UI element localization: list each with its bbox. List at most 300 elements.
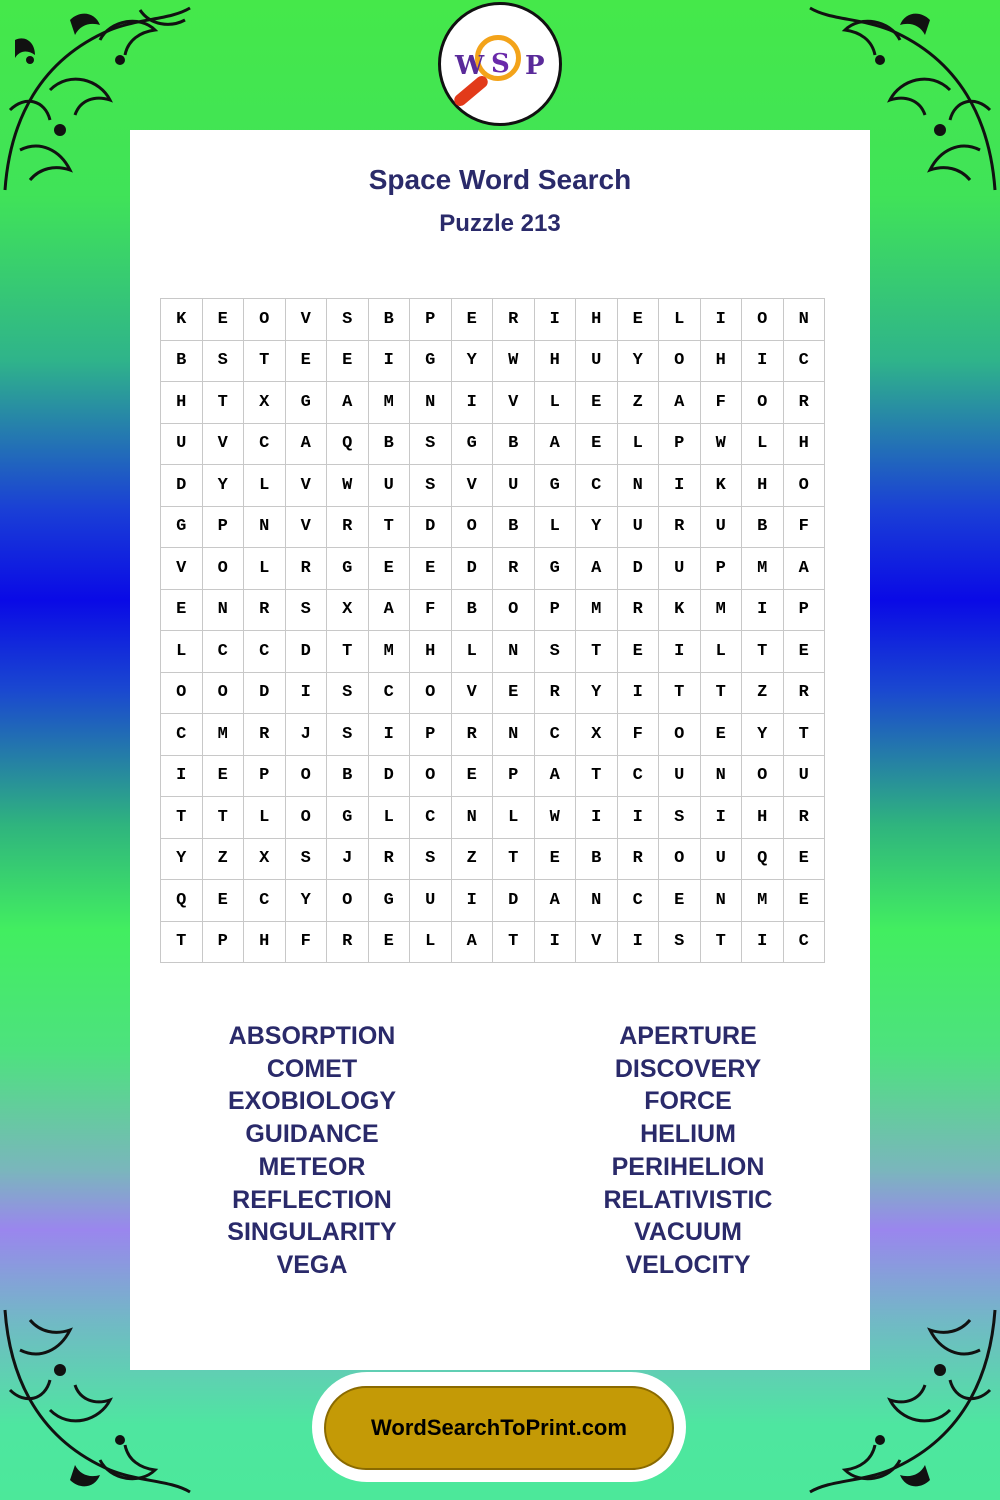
grid-cell[interactable]: S — [202, 340, 244, 382]
grid-cell[interactable]: N — [493, 714, 535, 756]
grid-cell[interactable]: H — [783, 423, 825, 465]
grid-cell[interactable]: Y — [161, 838, 203, 880]
grid-cell[interactable]: F — [410, 589, 452, 631]
grid-cell[interactable]: E — [493, 672, 535, 714]
grid-cell[interactable]: I — [617, 672, 659, 714]
grid-cell[interactable]: L — [659, 299, 701, 341]
grid-cell[interactable]: D — [368, 755, 410, 797]
grid-cell[interactable]: M — [742, 880, 784, 922]
grid-cell[interactable]: Y — [285, 880, 327, 922]
grid-cell[interactable]: M — [576, 589, 618, 631]
grid-cell[interactable]: E — [783, 838, 825, 880]
grid-cell[interactable]: I — [659, 465, 701, 507]
grid-cell[interactable]: H — [410, 631, 452, 673]
grid-cell[interactable]: I — [742, 921, 784, 963]
grid-cell[interactable]: G — [534, 465, 576, 507]
grid-cell[interactable]: S — [659, 921, 701, 963]
word-item: HELIUM — [640, 1120, 736, 1149]
word-item: ABSORPTION — [228, 1022, 396, 1050]
grid-cell[interactable]: N — [617, 465, 659, 507]
grid-cell[interactable]: L — [244, 797, 286, 839]
grid-cell[interactable]: L — [161, 631, 203, 673]
grid-cell[interactable]: R — [783, 382, 825, 424]
puzzle-title: Space Word Search — [368, 164, 632, 195]
grid-cell[interactable]: O — [410, 672, 452, 714]
grid-cell[interactable]: O — [451, 506, 493, 548]
grid-cell[interactable]: I — [659, 631, 701, 673]
grid-cell[interactable]: L — [493, 797, 535, 839]
grid-cell[interactable]: B — [493, 423, 535, 465]
grid-cell[interactable]: Z — [742, 672, 784, 714]
word-item: VELOCITY — [625, 1250, 751, 1279]
grid-cell[interactable]: C — [161, 714, 203, 756]
site-link[interactable]: WordSearchToPrint.com — [324, 1386, 674, 1470]
grid-cell[interactable]: U — [617, 506, 659, 548]
grid-cell[interactable]: C — [368, 672, 410, 714]
grid-cell[interactable]: I — [368, 340, 410, 382]
grid-cell[interactable]: U — [161, 423, 203, 465]
grid-cell[interactable]: G — [327, 797, 369, 839]
grid-cell[interactable]: I — [742, 589, 784, 631]
grid-cell[interactable]: E — [451, 755, 493, 797]
grid-cell[interactable]: A — [659, 382, 701, 424]
grid-cell[interactable]: I — [742, 340, 784, 382]
grid-cell[interactable]: T — [700, 921, 742, 963]
grid-cell[interactable]: E — [700, 714, 742, 756]
grid-cell[interactable]: Y — [742, 714, 784, 756]
grid-cell[interactable]: E — [451, 299, 493, 341]
grid-cell[interactable]: O — [783, 465, 825, 507]
grid-cell[interactable]: E — [202, 755, 244, 797]
grid-cell[interactable]: V — [493, 382, 535, 424]
letter-grid — [160, 298, 825, 963]
grid-cell[interactable]: A — [783, 548, 825, 590]
grid-cell[interactable]: B — [327, 755, 369, 797]
grid-cell[interactable]: L — [368, 797, 410, 839]
grid-row — [161, 672, 825, 714]
grid-cell[interactable]: S — [410, 465, 452, 507]
grid-cell[interactable]: A — [534, 880, 576, 922]
grid-cell[interactable]: S — [327, 672, 369, 714]
grid-cell[interactable]: D — [451, 548, 493, 590]
grid-cell[interactable]: O — [493, 589, 535, 631]
grid-cell[interactable]: I — [576, 797, 618, 839]
grid-cell[interactable]: N — [700, 880, 742, 922]
grid-cell[interactable]: C — [244, 631, 286, 673]
grid-cell[interactable]: X — [576, 714, 618, 756]
grid-cell[interactable]: T — [161, 797, 203, 839]
grid-cell[interactable]: P — [202, 921, 244, 963]
grid-cell[interactable]: T — [783, 714, 825, 756]
grid-cell[interactable]: Y — [617, 340, 659, 382]
grid-cell[interactable]: X — [327, 589, 369, 631]
grid-cell[interactable]: R — [783, 672, 825, 714]
grid-cell[interactable]: T — [742, 631, 784, 673]
word-list-right — [523, 1020, 853, 1282]
grid-cell[interactable]: L — [742, 423, 784, 465]
grid-cell[interactable]: J — [285, 714, 327, 756]
grid-cell[interactable]: E — [659, 880, 701, 922]
site-badge — [312, 1372, 686, 1482]
grid-cell[interactable]: E — [202, 299, 244, 341]
grid-cell[interactable]: S — [285, 838, 327, 880]
grid-cell[interactable]: F — [285, 921, 327, 963]
grid-cell[interactable]: L — [617, 423, 659, 465]
grid-cell[interactable]: R — [368, 838, 410, 880]
grid-cell[interactable]: U — [700, 506, 742, 548]
grid-cell[interactable]: T — [327, 631, 369, 673]
grid-cell[interactable]: T — [576, 631, 618, 673]
grid-cell[interactable]: O — [742, 382, 784, 424]
grid-cell[interactable]: P — [659, 423, 701, 465]
grid-cell[interactable]: N — [493, 631, 535, 673]
grid-cell[interactable]: M — [202, 714, 244, 756]
grid-cell[interactable]: U — [700, 838, 742, 880]
word-item: FORCE — [644, 1087, 732, 1116]
grid-cell[interactable]: G — [161, 506, 203, 548]
grid-cell[interactable]: R — [659, 506, 701, 548]
word-item: DISCOVERY — [614, 1054, 762, 1083]
grid-cell[interactable]: K — [700, 465, 742, 507]
grid-cell[interactable]: U — [493, 465, 535, 507]
grid-cell[interactable]: I — [700, 797, 742, 839]
grid-cell[interactable]: C — [617, 755, 659, 797]
grid-cell[interactable]: R — [327, 506, 369, 548]
grid-cell[interactable]: E — [410, 548, 452, 590]
grid-cell[interactable]: I — [534, 921, 576, 963]
grid-cell[interactable]: C — [576, 465, 618, 507]
grid-cell[interactable]: S — [327, 299, 369, 341]
grid-cell[interactable]: C — [202, 631, 244, 673]
grid-cell[interactable]: T — [202, 382, 244, 424]
grid-cell[interactable]: F — [783, 506, 825, 548]
grid-cell[interactable]: I — [451, 880, 493, 922]
grid-cell[interactable]: S — [659, 797, 701, 839]
grid-cell[interactable]: G — [327, 548, 369, 590]
word-item: APERTURE — [619, 1022, 757, 1050]
logo-letter-s: S — [491, 49, 510, 79]
grid-cell[interactable]: T — [244, 340, 286, 382]
grid-cell[interactable]: O — [285, 755, 327, 797]
grid-cell[interactable]: U — [368, 465, 410, 507]
grid-row — [161, 423, 825, 465]
grid-cell[interactable]: E — [617, 631, 659, 673]
grid-cell[interactable]: O — [202, 672, 244, 714]
grid-cell[interactable]: H — [244, 921, 286, 963]
grid-cell[interactable]: L — [700, 631, 742, 673]
grid-cell[interactable]: T — [576, 755, 618, 797]
grid-cell[interactable]: N — [244, 506, 286, 548]
grid-row — [161, 382, 825, 424]
grid-cell[interactable]: Q — [742, 838, 784, 880]
grid-cell[interactable]: I — [617, 797, 659, 839]
grid-cell[interactable]: P — [493, 755, 535, 797]
grid-cell[interactable]: C — [410, 797, 452, 839]
grid-cell[interactable]: G — [451, 423, 493, 465]
grid-cell[interactable]: G — [285, 382, 327, 424]
grid-cell[interactable]: N — [576, 880, 618, 922]
word-item: METEOR — [258, 1152, 366, 1181]
grid-cell[interactable]: C — [244, 423, 286, 465]
grid-cell[interactable]: Q — [161, 880, 203, 922]
grid-cell[interactable]: T — [493, 921, 535, 963]
grid-cell[interactable]: V — [285, 506, 327, 548]
grid-cell[interactable]: N — [410, 382, 452, 424]
grid-cell[interactable]: R — [493, 548, 535, 590]
grid-cell[interactable]: S — [327, 714, 369, 756]
grid-cell[interactable]: V — [285, 299, 327, 341]
grid-cell[interactable]: T — [493, 838, 535, 880]
grid-cell[interactable]: P — [244, 755, 286, 797]
grid-cell[interactable]: R — [783, 797, 825, 839]
grid-cell[interactable]: N — [202, 589, 244, 631]
grid-cell[interactable]: P — [534, 589, 576, 631]
grid-cell[interactable]: N — [451, 797, 493, 839]
grid-cell[interactable]: U — [659, 755, 701, 797]
grid-cell[interactable]: I — [451, 382, 493, 424]
grid-cell[interactable]: N — [783, 299, 825, 341]
grid-cell[interactable]: M — [700, 589, 742, 631]
grid-cell[interactable]: K — [659, 589, 701, 631]
grid-cell[interactable]: I — [368, 714, 410, 756]
grid-cell[interactable]: W — [534, 797, 576, 839]
puzzle-panel — [130, 130, 870, 1370]
grid-cell[interactable]: E — [534, 838, 576, 880]
word-item: COMET — [266, 1054, 358, 1083]
grid-cell[interactable]: A — [576, 548, 618, 590]
grid-cell[interactable]: O — [244, 299, 286, 341]
grid-cell[interactable]: B — [368, 423, 410, 465]
grid-cell[interactable]: L — [534, 382, 576, 424]
grid-cell[interactable]: R — [285, 548, 327, 590]
grid-cell[interactable]: Y — [451, 340, 493, 382]
grid-cell[interactable]: A — [451, 921, 493, 963]
grid-cell[interactable]: A — [534, 423, 576, 465]
grid-row — [161, 506, 825, 548]
logo-letter-p: P — [525, 51, 545, 81]
grid-cell[interactable]: K — [161, 299, 203, 341]
grid-cell[interactable]: A — [534, 755, 576, 797]
grid-cell[interactable]: O — [659, 340, 701, 382]
grid-cell[interactable]: O — [285, 797, 327, 839]
grid-cell[interactable]: I — [161, 755, 203, 797]
grid-cell[interactable]: A — [368, 589, 410, 631]
grid-cell[interactable]: V — [451, 672, 493, 714]
grid-cell[interactable]: N — [700, 755, 742, 797]
grid-cell[interactable]: O — [742, 755, 784, 797]
grid-cell[interactable]: D — [617, 548, 659, 590]
grid-cell[interactable]: R — [617, 838, 659, 880]
grid-cell[interactable]: U — [783, 755, 825, 797]
grid-cell[interactable]: O — [659, 838, 701, 880]
grid-cell[interactable]: C — [244, 880, 286, 922]
grid-cell[interactable]: Q — [327, 423, 369, 465]
grid-cell[interactable]: O — [161, 672, 203, 714]
grid-cell[interactable]: X — [244, 382, 286, 424]
puzzle-number: Puzzle 213 — [439, 210, 561, 237]
grid-cell[interactable]: O — [202, 548, 244, 590]
grid-cell[interactable]: L — [410, 921, 452, 963]
word-item: RELATIVISTIC — [603, 1185, 773, 1214]
grid-cell[interactable]: B — [451, 589, 493, 631]
grid-cell[interactable]: D — [285, 631, 327, 673]
grid-cell[interactable]: E — [783, 631, 825, 673]
grid-cell[interactable]: T — [368, 506, 410, 548]
word-item: PERIHELION — [611, 1152, 765, 1181]
grid-cell[interactable]: A — [285, 423, 327, 465]
grid-cell[interactable]: E — [368, 921, 410, 963]
grid-cell[interactable]: E — [161, 589, 203, 631]
word-item: GUIDANCE — [245, 1120, 379, 1149]
grid-cell[interactable]: W — [493, 340, 535, 382]
grid-cell[interactable]: M — [368, 631, 410, 673]
grid-cell[interactable]: L — [244, 548, 286, 590]
grid-cell[interactable]: H — [700, 340, 742, 382]
grid-cell[interactable]: E — [617, 299, 659, 341]
grid-cell[interactable]: P — [410, 714, 452, 756]
grid-row — [161, 340, 825, 382]
grid-cell[interactable]: Z — [617, 382, 659, 424]
grid-cell[interactable]: R — [493, 299, 535, 341]
grid-cell[interactable]: E — [368, 548, 410, 590]
grid-row — [161, 714, 825, 756]
grid-cell[interactable]: E — [576, 382, 618, 424]
grid-cell[interactable]: T — [202, 797, 244, 839]
grid-cell[interactable]: F — [617, 714, 659, 756]
grid-cell[interactable]: U — [410, 880, 452, 922]
grid-cell[interactable]: H — [161, 382, 203, 424]
word-item: EXOBIOLOGY — [227, 1087, 397, 1116]
grid-cell[interactable]: A — [327, 382, 369, 424]
grid-cell[interactable]: R — [534, 672, 576, 714]
grid-cell[interactable]: R — [451, 714, 493, 756]
grid-cell[interactable]: Y — [202, 465, 244, 507]
word-item: VACUUM — [634, 1218, 742, 1247]
grid-cell[interactable]: R — [244, 714, 286, 756]
grid-cell[interactable]: Y — [576, 672, 618, 714]
grid-cell[interactable]: Z — [451, 838, 493, 880]
grid-cell[interactable]: P — [783, 589, 825, 631]
grid-cell[interactable]: S — [534, 631, 576, 673]
grid-cell[interactable]: O — [410, 755, 452, 797]
grid-cell[interactable]: G — [534, 548, 576, 590]
grid-cell[interactable]: W — [700, 423, 742, 465]
word-list-left — [147, 1020, 477, 1282]
logo-letter-w: W — [455, 51, 485, 81]
grid-cell[interactable]: T — [161, 921, 203, 963]
grid-cell[interactable]: P — [700, 548, 742, 590]
grid-cell[interactable]: T — [700, 672, 742, 714]
grid-cell[interactable]: I — [534, 299, 576, 341]
grid-cell[interactable]: E — [783, 880, 825, 922]
grid-cell[interactable]: L — [244, 465, 286, 507]
grid-row — [161, 299, 825, 341]
grid-cell[interactable]: P — [202, 506, 244, 548]
grid-row — [161, 921, 825, 963]
grid-cell[interactable]: V — [451, 465, 493, 507]
grid-cell[interactable]: S — [410, 838, 452, 880]
grid-cell[interactable]: V — [285, 465, 327, 507]
grid-cell[interactable]: T — [659, 672, 701, 714]
grid-cell[interactable]: I — [285, 672, 327, 714]
grid-cell[interactable]: R — [244, 589, 286, 631]
grid-cell[interactable]: H — [534, 340, 576, 382]
word-item: SINGULARITY — [227, 1218, 397, 1247]
grid-row — [161, 797, 825, 839]
grid-cell[interactable]: G — [410, 340, 452, 382]
grid-cell[interactable]: S — [285, 589, 327, 631]
grid-row — [161, 589, 825, 631]
grid-cell[interactable]: B — [368, 299, 410, 341]
grid-cell[interactable]: D — [161, 465, 203, 507]
grid-cell[interactable]: U — [576, 340, 618, 382]
grid-cell[interactable]: P — [410, 299, 452, 341]
grid-cell[interactable]: B — [493, 506, 535, 548]
grid-cell[interactable]: V — [161, 548, 203, 590]
grid-cell[interactable]: U — [659, 548, 701, 590]
grid-cell[interactable]: D — [493, 880, 535, 922]
grid-cell[interactable]: R — [327, 921, 369, 963]
grid-cell[interactable]: M — [742, 548, 784, 590]
grid-cell[interactable]: E — [285, 340, 327, 382]
grid-cell[interactable]: B — [161, 340, 203, 382]
grid-cell[interactable]: F — [700, 382, 742, 424]
grid-cell[interactable]: D — [410, 506, 452, 548]
grid-cell[interactable]: I — [617, 921, 659, 963]
grid-row — [161, 880, 825, 922]
grid-cell[interactable]: I — [700, 299, 742, 341]
grid-cell[interactable]: D — [244, 672, 286, 714]
grid-cell[interactable]: L — [534, 506, 576, 548]
grid-cell[interactable]: E — [327, 340, 369, 382]
grid-cell[interactable]: W — [327, 465, 369, 507]
grid-cell[interactable]: C — [783, 921, 825, 963]
grid-cell[interactable]: S — [410, 423, 452, 465]
grid-cell[interactable]: C — [534, 714, 576, 756]
grid-cell[interactable]: V — [576, 921, 618, 963]
word-item: VEGA — [276, 1250, 348, 1279]
grid-cell[interactable]: G — [368, 880, 410, 922]
grid-cell[interactable]: E — [576, 423, 618, 465]
grid-cell[interactable]: H — [742, 797, 784, 839]
grid-cell[interactable]: V — [202, 423, 244, 465]
grid-cell[interactable]: H — [576, 299, 618, 341]
grid-row — [161, 755, 825, 797]
wsp-logo — [438, 2, 562, 126]
grid-cell[interactable]: J — [327, 838, 369, 880]
grid-cell[interactable]: O — [659, 714, 701, 756]
grid-cell[interactable]: O — [327, 880, 369, 922]
grid-row — [161, 631, 825, 673]
grid-cell[interactable]: C — [783, 340, 825, 382]
grid-cell[interactable]: E — [202, 880, 244, 922]
grid-cell[interactable]: Y — [576, 506, 618, 548]
grid-row — [161, 838, 825, 880]
grid-row — [161, 548, 825, 590]
grid-cell[interactable]: Z — [202, 838, 244, 880]
grid-cell[interactable]: L — [451, 631, 493, 673]
grid-cell[interactable]: H — [742, 465, 784, 507]
grid-cell[interactable]: C — [617, 880, 659, 922]
grid-cell[interactable]: O — [742, 299, 784, 341]
grid-cell[interactable]: X — [244, 838, 286, 880]
grid-cell[interactable]: B — [576, 838, 618, 880]
word-item: REFLECTION — [232, 1185, 392, 1214]
grid-cell[interactable]: B — [742, 506, 784, 548]
grid-cell[interactable]: M — [368, 382, 410, 424]
grid-cell[interactable]: R — [617, 589, 659, 631]
grid-row — [161, 465, 825, 507]
